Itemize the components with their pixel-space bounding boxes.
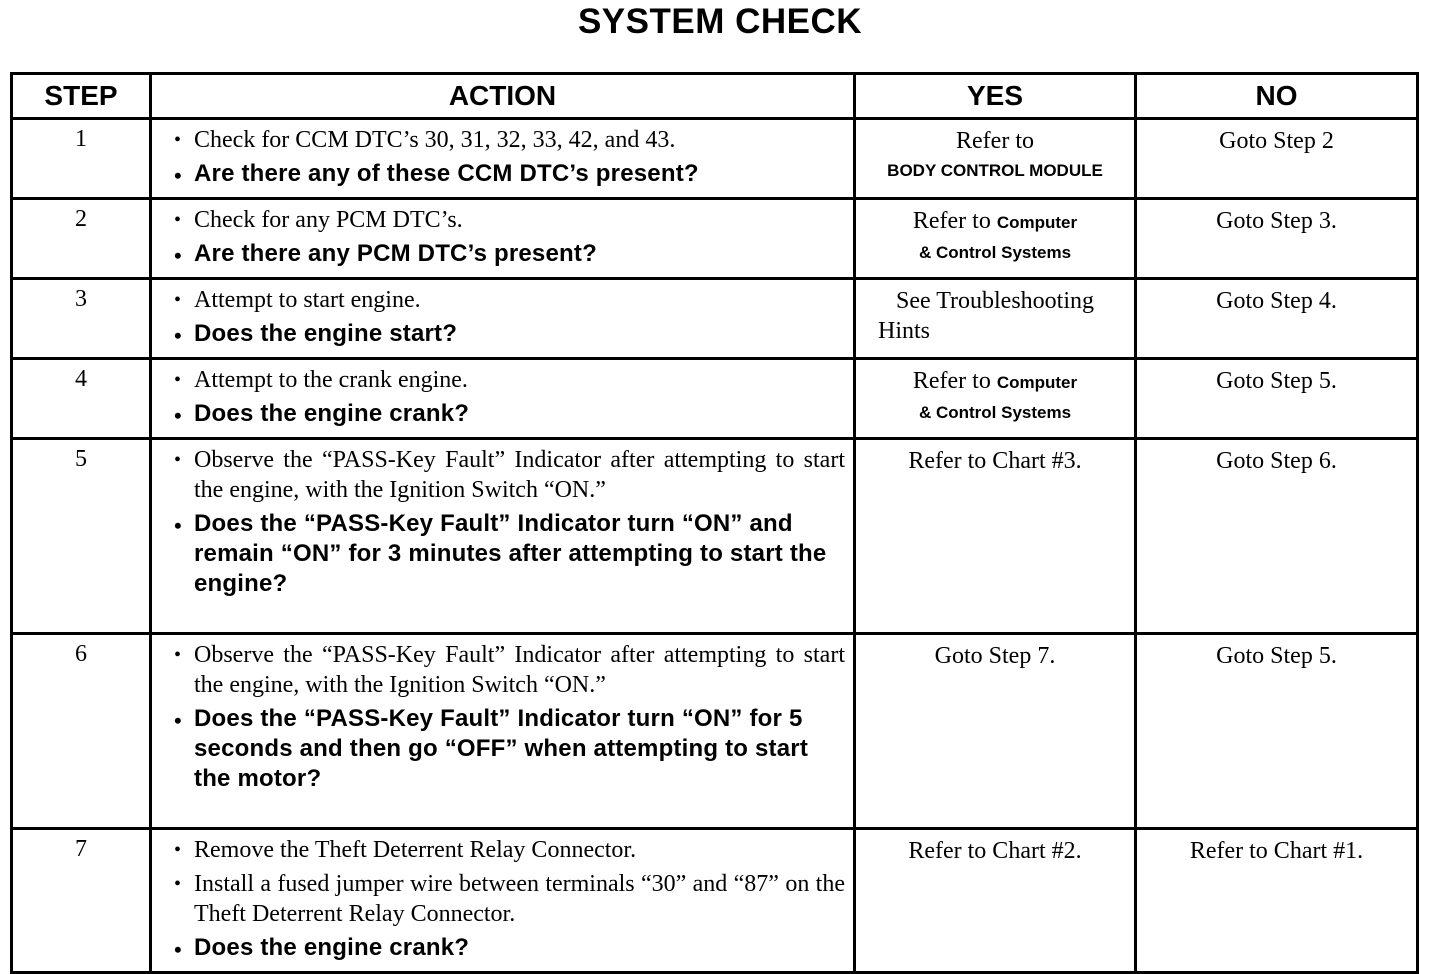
table-row (12, 119, 1418, 199)
action-item: • Remove the Theft Deterrent Relay Connector. (194, 835, 845, 865)
yes-cell (855, 279, 1136, 359)
yes-cell (855, 359, 1136, 439)
yes-reference: Computer (996, 373, 1078, 392)
yes-reference: BODY CONTROL MODULE (887, 161, 1103, 180)
action-item: • Check for any PCM DTC’s. (194, 205, 845, 235)
action-cell (151, 829, 855, 973)
yes-cell (855, 119, 1136, 199)
yes-reference: & Control Systems (918, 243, 1072, 262)
table-row (12, 439, 1418, 634)
action-cell (151, 119, 855, 199)
no-cell: Goto Step 4. (1136, 279, 1418, 359)
action-cell (151, 359, 855, 439)
yes-cell (855, 439, 1136, 634)
no-cell: Goto Step 6. (1136, 439, 1418, 634)
step-number: 2 (12, 199, 151, 279)
yes-cell (855, 634, 1136, 829)
action-question: • Are there any PCM DTC’s present? (194, 239, 845, 269)
no-cell: Goto Step 2 (1136, 119, 1418, 199)
yes-text: Hints (878, 318, 931, 344)
table-row (12, 199, 1418, 279)
yes-text: Refer to Chart #2. (908, 838, 1082, 864)
action-question: • Does the engine start? (194, 319, 845, 349)
action-item: • Install a fused jumper wire between terminals “30” and “87” on the Theft Deterrent Relay Connector. (194, 869, 845, 929)
header-action: ACTION (151, 74, 855, 119)
action-item: • Check for CCM DTC’s 30, 31, 32, 33, 42, and 43. (194, 125, 845, 155)
step-number: 1 (12, 119, 151, 199)
no-cell: Refer to Chart #1. (1136, 829, 1418, 973)
page-title: SYSTEM CHECK (577, 2, 863, 41)
step-number: 7 (12, 829, 151, 973)
yes-cell (855, 199, 1136, 279)
table-row (12, 359, 1418, 439)
action-cell (151, 634, 855, 829)
yes-text: Refer to (912, 208, 991, 234)
action-item: • Observe the “PASS-Key Fault” Indicator after attempting to start the engine, with the Ignition Switch “ON.” (194, 640, 845, 700)
action-item: • Attempt to start engine. (194, 285, 845, 315)
yes-text: Refer to Chart #3. (908, 448, 1082, 474)
table-row (12, 279, 1418, 359)
step-number: 3 (12, 279, 151, 359)
yes-text: Goto Step 7. (934, 643, 1056, 669)
step-number: 4 (12, 359, 151, 439)
action-question: • Does the engine crank? (194, 399, 845, 429)
action-question: • Does the engine crank? (194, 933, 845, 963)
action-item: • Attempt to the crank engine. (194, 365, 845, 395)
yes-reference: & Control Systems (918, 403, 1072, 422)
action-question: • Are there any of these CCM DTC’s present? (194, 159, 845, 189)
step-number: 6 (12, 634, 151, 829)
yes-text: Refer to (912, 368, 991, 394)
step-number: 5 (12, 439, 151, 634)
action-cell (151, 199, 855, 279)
action-cell (151, 439, 855, 634)
yes-cell (855, 829, 1136, 973)
no-cell: Goto Step 5. (1136, 634, 1418, 829)
system-check-table (10, 72, 1419, 974)
table-row (12, 829, 1418, 973)
header-yes: YES (855, 74, 1136, 119)
header-step: STEP (12, 74, 151, 119)
no-cell: Goto Step 5. (1136, 359, 1418, 439)
header-no: NO (1136, 74, 1418, 119)
action-cell (151, 279, 855, 359)
action-question: • Does the “PASS-Key Fault” Indicator turn “ON” for 5 seconds and then go “OFF” when attempting to start the motor? (194, 704, 845, 794)
yes-text: See Troubleshooting (895, 288, 1095, 314)
no-cell: Goto Step 3. (1136, 199, 1418, 279)
action-item: • Observe the “PASS-Key Fault” Indicator after attempting to start the engine, with the Ignition Switch “ON.” (194, 445, 845, 505)
yes-text: Refer to (956, 128, 1034, 154)
yes-reference: Computer (996, 213, 1078, 232)
header-row (12, 74, 1418, 119)
table-row (12, 634, 1418, 829)
action-question: • Does the “PASS-Key Fault” Indicator turn “ON” and remain “ON” for 3 minutes after attempting to start the engine? (194, 509, 845, 599)
